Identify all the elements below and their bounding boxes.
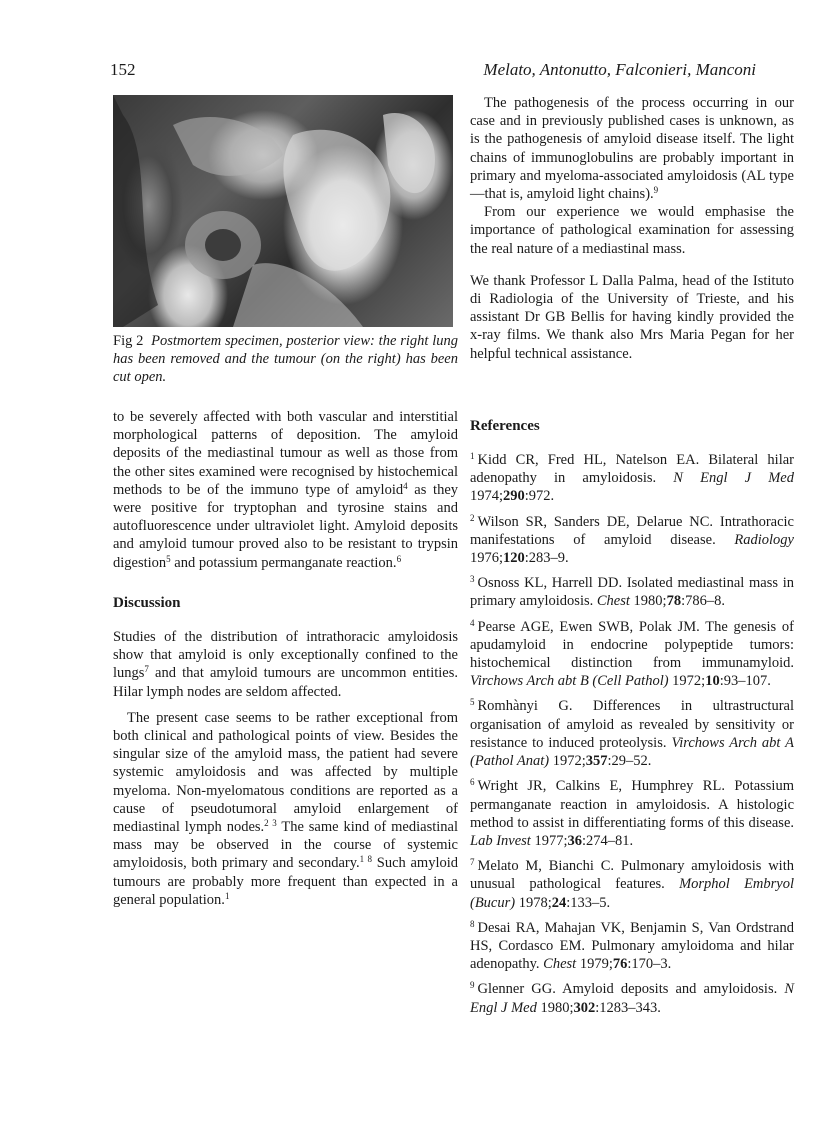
- figure-caption: [113, 332, 458, 386]
- reference-pages: :972.: [524, 488, 555, 505]
- reference-pages: :1283–343.: [595, 999, 661, 1016]
- citation: 7: [144, 664, 149, 675]
- reference-year: 1978;: [515, 894, 552, 911]
- reference-journal: Chest: [596, 593, 630, 610]
- text-run: Such amyloid tumours are probably more frequent than expected in a general population.: [113, 855, 458, 908]
- caption-text: Postmortem specimen, posterior view: the right lung has been removed and the tumour (on the right) has been cut open.: [113, 333, 459, 385]
- running-head: Melato, Antonutto, Falconieri, Manconi: [483, 60, 756, 79]
- citation: 6: [396, 553, 402, 564]
- reference-volume: 357: [585, 753, 608, 770]
- left-column: [113, 408, 458, 909]
- reference-number: 6: [470, 777, 475, 788]
- caption-label: Fig 2: [113, 333, 144, 349]
- reference-volume: 24: [551, 894, 567, 911]
- reference-number: 2: [470, 512, 475, 523]
- references-heading: References: [470, 417, 540, 434]
- reference-text: Pearse AGE, Ewen SWB, Polak JM. The genesis of apudamyloid in endocrine polypeptide tumors: histochemical distinction from immunamyloid.: [470, 618, 794, 672]
- citation: 5: [166, 553, 171, 564]
- reference-volume: 120: [503, 550, 525, 567]
- reference-journal: Chest: [543, 956, 577, 973]
- specimen-photo-icon: [113, 95, 453, 327]
- right-column: [470, 94, 794, 1024]
- text-run: The same kind of mediastinal mass may be observed in the course of systemic amyloidosis, both primary and secondary.: [113, 819, 458, 872]
- text-run: Studies of the distribution of intrathoracic amyloidosis show that amyloid is only exceptionally confined to the lungs: [113, 629, 458, 682]
- paragraph: From our experience we would emphasise the importance of pathological examination for assessing the real nature of a mediastinal mass.: [470, 204, 794, 257]
- specimen-shapes: [113, 95, 453, 327]
- reference-number: 4: [470, 617, 475, 628]
- reference-year: 1972;: [668, 673, 706, 690]
- reference-pages: :29–52.: [607, 753, 652, 770]
- reference-year: 1980;: [629, 593, 667, 610]
- reference-journal: Virchows Arch abt B (Cell Pathol): [470, 673, 669, 690]
- text-run: and potassium permanganate reaction.: [170, 554, 397, 571]
- reference-volume: 10: [705, 673, 720, 690]
- citation: 1: [224, 890, 230, 901]
- reference-text: Wright JR, Calkins E, Humphrey RL. Potassium permanganate reaction in amyloidosis. A histologic method to assist in differentiating forms of this disease.: [470, 778, 794, 831]
- reference-text: Melato M, Bianchi C. Pulmonary amyloidosis with unusual pathological features.: [470, 858, 794, 893]
- reference-item: [470, 980, 794, 1016]
- reference-item: [470, 857, 794, 912]
- reference-item: [470, 697, 794, 770]
- reference-journal: Lab Invest: [470, 832, 531, 849]
- section-heading: Discussion: [113, 594, 181, 611]
- reference-year: 1979;: [576, 956, 613, 973]
- reference-volume: 36: [567, 832, 582, 849]
- text-run: and that amyloid tumours are uncommon entities. Hilar lymph nodes are seldom affected.: [113, 665, 458, 700]
- acknowledgement: We thank Professor L Dalla Palma, head of the Istituto di Radiologia of the University of Trieste, and his assistant Dr GB Bellis for having kindly provided the x-ray films. We thank also Mrs Maria Pegan for her helpful technical assistance.: [470, 272, 794, 362]
- reference-number: 3: [470, 574, 475, 585]
- reference-item: [470, 777, 794, 850]
- reference-list: [470, 451, 794, 1017]
- reference-pages: :133–5.: [566, 894, 611, 911]
- reference-volume: 76: [612, 956, 628, 973]
- reference-journal: Morphol Embryol (Bucur): [470, 876, 795, 911]
- reference-volume: 302: [573, 999, 596, 1016]
- reference-year: 1980;: [536, 999, 574, 1016]
- reference-pages: :786–8.: [681, 593, 725, 610]
- reference-item: [470, 919, 794, 974]
- reference-number: 9: [470, 980, 475, 991]
- citation: 1 8: [359, 854, 373, 865]
- reference-item: [470, 574, 794, 610]
- reference-text: Glenner GG. Amyloid deposits and amyloidosis.: [477, 981, 785, 998]
- text-run: as they were positive for tryptophan and tyrosine stains and autofluorescence under ultraviolet light. Amyloid deposits and amyloid tumour proved also to be resistant to trypsin digestion: [113, 481, 458, 571]
- text-run: The present case seems to be rather exceptional from both clinical and pathological points of view. Besides the singular size of the amyloid mass, the patient had severe systemic amyloidosis and was affected by multiple myeloma. Non-myelomatous conditions are reported as a cause of pseudotumoral amyloid enlargement of mediastinal lymph nodes.: [113, 709, 458, 836]
- reference-text: Desai RA, Mahajan VK, Benjamin S, Van Ordstrand HS, Cordasco EM. Pulmonary amyloidoma and hilar adenopathy.: [470, 919, 794, 973]
- page-number: 152: [110, 60, 136, 79]
- reference-pages: :93–107.: [719, 673, 771, 690]
- reference-journal: N Engl J Med: [470, 981, 794, 1016]
- reference-number: 5: [470, 697, 475, 708]
- reference-item: [470, 513, 794, 568]
- reference-year: 1976;: [470, 550, 504, 567]
- paragraph: [113, 628, 458, 701]
- reference-text: Romhànyi G. Differences in ultrastructural organisation of amyloid as revealed by sensitivity or resistance to induced proteolysis.: [470, 698, 794, 751]
- reference-journal: Virchows Arch abt A (Pathol Anat): [470, 734, 794, 770]
- reference-text: Osnoss KL, Harrell DD. Isolated mediastinal mass in primary amyloidosis.: [470, 575, 794, 610]
- reference-text: Wilson SR, Sanders DE, Delarue NC. Intrathoracic manifestations of amyloid disease.: [470, 513, 794, 548]
- reference-number: 1: [470, 451, 475, 462]
- reference-pages: :274–81.: [581, 832, 634, 849]
- paragraph: [470, 94, 794, 203]
- reference-journal: Radiology: [734, 531, 794, 548]
- text-run: The pathogenesis of the process occurring in our case and in previously published cases is unknown, as is the pathogenesis of amyloid disease itself. The light chains of immunoglobulins are probably important in primary and myeloma-associated amyloidosis (AL type—that is, amyloid light chains).: [470, 95, 794, 203]
- paragraph: [113, 709, 458, 909]
- reference-text: Kidd CR, Fred HL, Natelson EA. Bilateral hilar adenopathy in amyloidosis.: [470, 452, 794, 487]
- reference-journal: N Engl J Med: [673, 470, 794, 487]
- text-run: to be severely affected with both vascular and interstitial morphological patterns of deposition. The amyloid deposits of the mediastinal tumour as well as those from the other sites examined were recognised by histochemical methods to be of the immuno type of amyloid: [113, 409, 458, 498]
- reference-volume: 78: [666, 593, 682, 610]
- reference-volume: 290: [503, 488, 525, 505]
- reference-year: 1974;: [470, 488, 504, 505]
- reference-pages: :283–9.: [524, 550, 569, 567]
- citation: 4: [403, 480, 408, 491]
- reference-year: 1972;: [549, 753, 586, 770]
- reference-item: [470, 451, 794, 506]
- reference-number: 7: [470, 857, 475, 868]
- paragraph: [113, 408, 458, 572]
- page-header: [110, 60, 756, 84]
- citation: 2 3: [264, 818, 277, 829]
- reference-item: [470, 618, 794, 691]
- citation: 9: [653, 185, 659, 196]
- reference-number: 8: [470, 918, 475, 929]
- reference-pages: :170–3.: [627, 956, 672, 973]
- reference-year: 1977;: [530, 832, 568, 849]
